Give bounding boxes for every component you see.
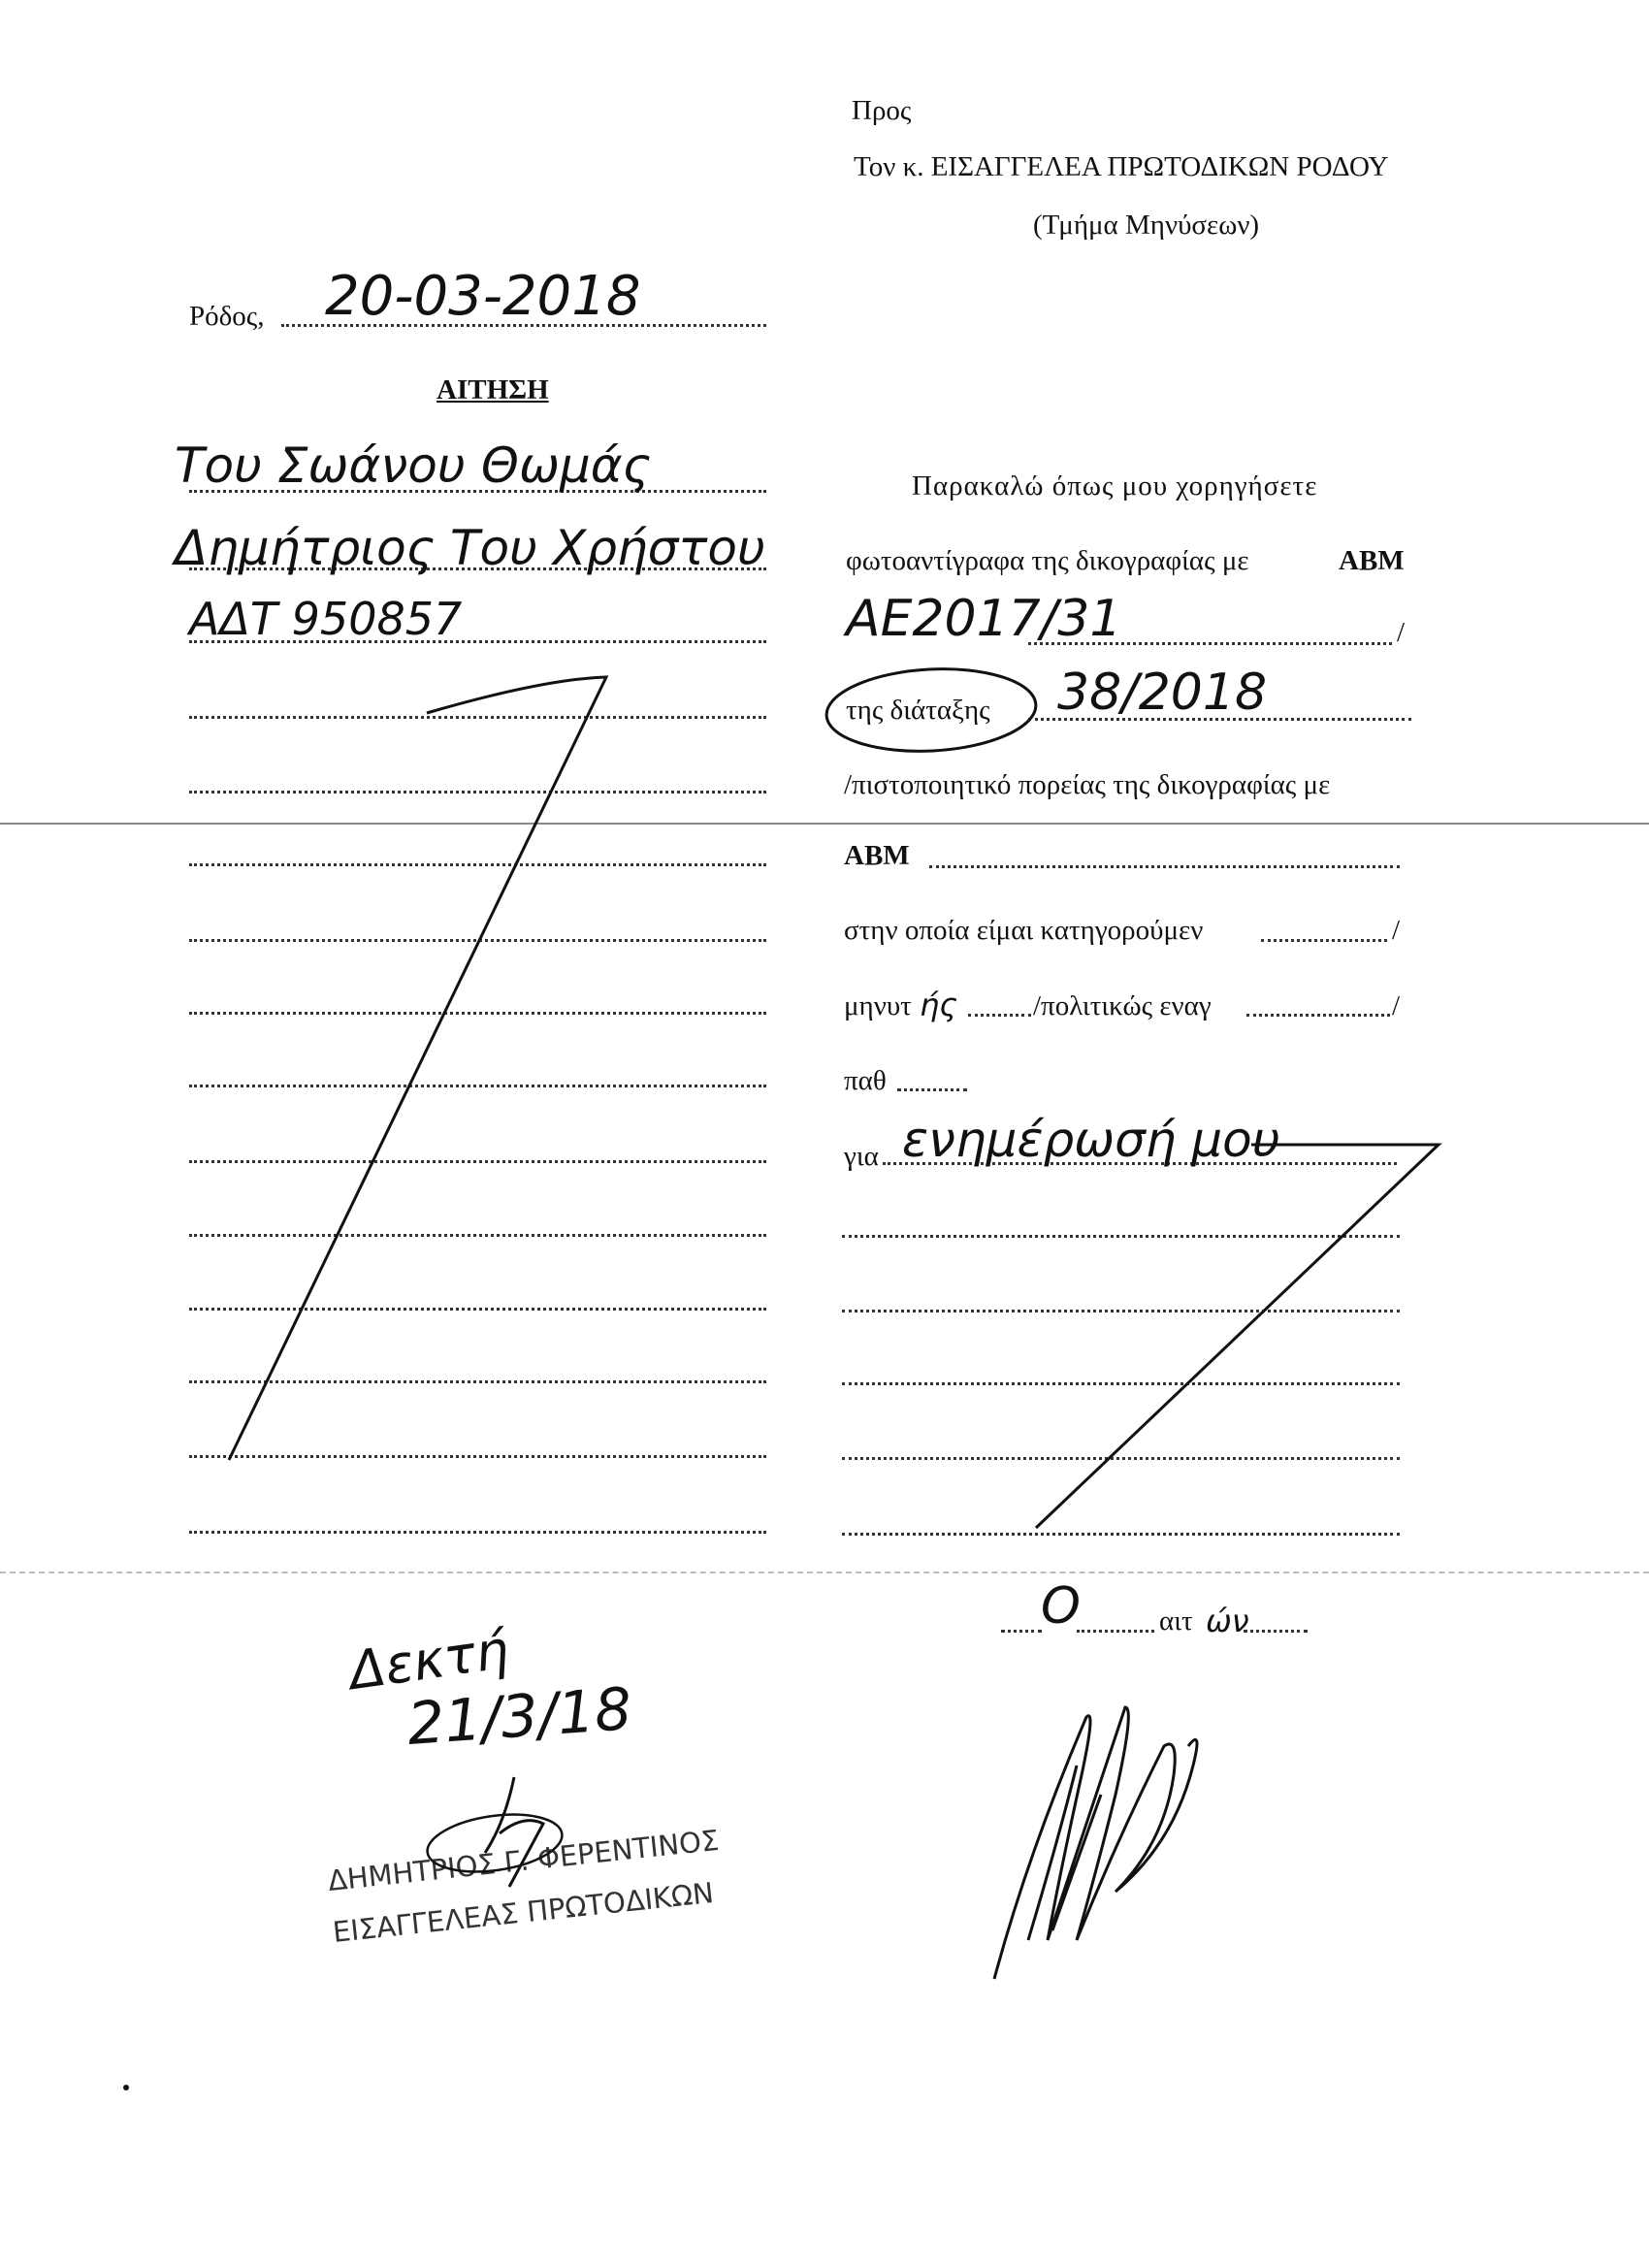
- to-label: Προς: [852, 95, 912, 126]
- date-handwritten: 20-03-2018: [325, 265, 641, 328]
- applicant-signature: [994, 1707, 1197, 1979]
- slash-1: /: [1397, 617, 1406, 648]
- left-cancel-stroke: [229, 677, 606, 1460]
- recipient: Τον κ. ΕΙΣΑΓΓΕΛΕΑ ΠΡΩΤΟΔΙΚΩΝ ΡΟΔΟΥ: [854, 151, 1389, 182]
- accused-text: στην οποία είμαι κατηγορούμεν: [844, 915, 1204, 946]
- document-title: ΑΙΤΗΣΗ: [436, 374, 549, 405]
- plaintiff-suffix: ής: [920, 987, 958, 1023]
- stamp-loop: [424, 1807, 566, 1880]
- certificate-text: /πιστοποιητικό πορείας της δικογραφίας με: [844, 769, 1331, 800]
- stamp-title: ΕΙΣΑΓΓΕΛΕΑΣ ΠΡΩΤΟΔΙΚΩΝ: [331, 1875, 716, 1949]
- order-value: 38/2018: [1057, 664, 1268, 722]
- order-label-circle: [824, 664, 1038, 756]
- stamp-name: ΔΗΜΗΤΡΙΟΣ Γ. ΦΕΡΕΝΤΙΝΟΣ: [326, 1823, 721, 1897]
- place-label: Ρόδος,: [189, 301, 265, 332]
- for-value: ενημέρωσή μου: [902, 1112, 1280, 1168]
- for-label: για: [844, 1141, 879, 1172]
- applicant-line3: ΑΔΤ 950857: [189, 593, 463, 645]
- applicant-line1: Του Σωάνου Θωμάς: [175, 437, 652, 494]
- request-intro: Παρακαλώ όπως μου χορηγήσετε: [912, 470, 1318, 502]
- approval-note: Δεκτή: [345, 1618, 513, 1702]
- victim-text: παθ: [844, 1065, 887, 1096]
- civil-text: /πολιτικώς εναγ: [1033, 990, 1212, 1021]
- approval-date: 21/3/18: [404, 1675, 634, 1759]
- abm-label-2: ΑΒΜ: [844, 840, 910, 871]
- copies-text: φωτοαντίγραφα της δικογραφίας με: [846, 545, 1249, 576]
- slash-2: /: [1392, 915, 1401, 946]
- right-cancel-stroke: [1036, 1145, 1439, 1528]
- applicant-label-suffix: ών: [1206, 1603, 1249, 1639]
- applicant-line2: Δημήτριος Του Χρήστου: [175, 520, 765, 576]
- department: (Τμήμα Μηνύσεων): [1033, 210, 1260, 241]
- applicant-label: αιτ: [1159, 1605, 1193, 1636]
- page-speck: [123, 2085, 129, 2090]
- plaintiff-text: μηνυτ: [844, 990, 912, 1021]
- slash-3: /: [1392, 990, 1401, 1021]
- applicant-label-prefix: Ο: [1041, 1577, 1081, 1636]
- abm-label: ΑΒΜ: [1339, 545, 1405, 576]
- abm-value: ΑΕ2017/31: [846, 590, 1122, 648]
- order-label: της διάταξης: [846, 695, 990, 726]
